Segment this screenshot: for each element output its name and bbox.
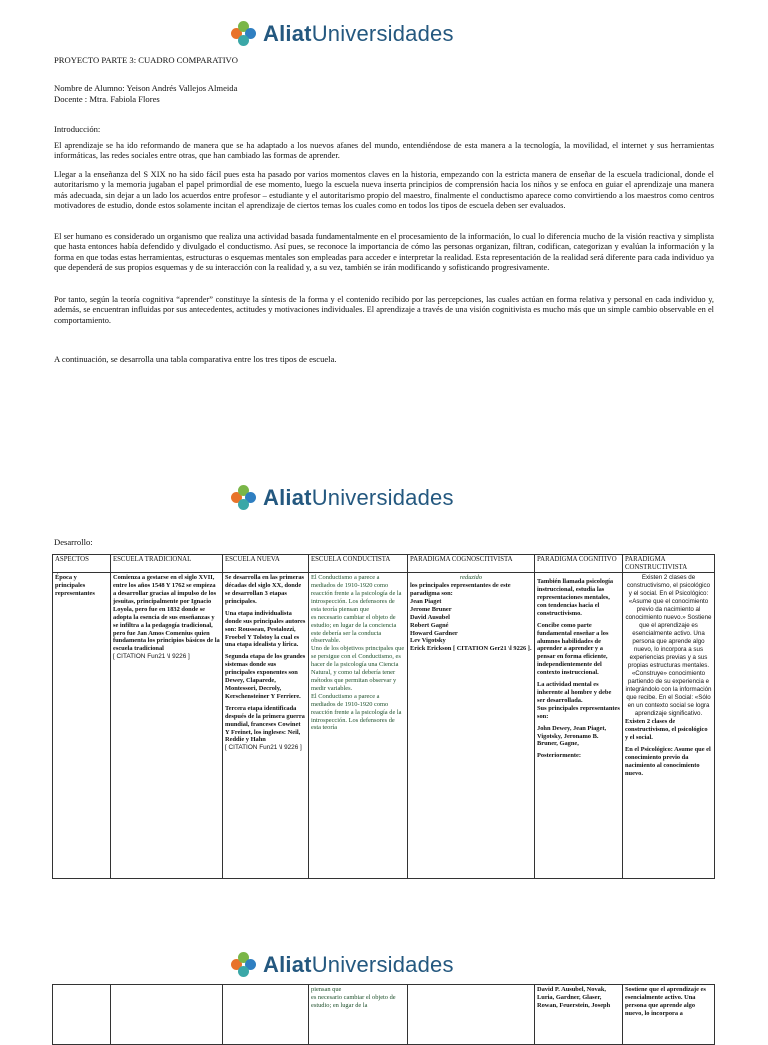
list-item: Erick Erickson [ CITATION Ger21 \l 9226 ]. — [410, 645, 532, 653]
cell-text: piensan que — [311, 986, 342, 993]
list-item: Jerome Bruner — [410, 605, 452, 613]
tradicional-cell — [111, 573, 223, 879]
cell-text: estudio; en lugar de la conciencia este debería ser la conducta observable. — [311, 621, 397, 645]
intro-paragraph-3: El ser humano es considerado un organismo que realiza una actividad basada fundamentalmente en el procesamiento de la información, lo cual lo diferencia mucho de la visión reactiva y simplista que hasta entonces había defendido y divulgado el conductismo. Así pues, se reconoce la importancia de cómo las personas organizan, filtran, codifican, categorizan y evalúan la información y la forma en que todas estas herramientas, estructuras o esquemas mentales son empleadas para acceder e interpretar la realidad. Esta representación de la realidad será diferente para cada individuo ya que dependerá de sus propios esquemas y de su interacción con la realidad y, a su vez, también se irán modificando y sofisticando progresivamente. — [54, 232, 714, 273]
brand-logo — [231, 481, 454, 515]
cell-text: es necesario cambiar el objeto de — [311, 993, 396, 1001]
aspect-text: Época y principales representantes — [55, 574, 95, 597]
cognoscitivista-cell — [408, 573, 535, 879]
logo-text-light: Universidades — [311, 21, 454, 46]
header-cell: PARADIGMA COGNITIVO — [535, 555, 623, 573]
intro-paragraph-4: Por tanto, según la teoría cognitiva “aprender” constituye la síntesis de la forma y el contenido recibido por las percepciones, las cuales actúan en forma relativa y personal en cada individuo y, además, se encuentran influidas por sus antecedentes, actitudes y motivaciones individuales. El aprendizaje a través de una visión cognitivista es mucho más que un simple cambio observable en el comportamiento. — [54, 295, 714, 325]
intro-paragraph-2: Llegar a la enseñanza del S XIX no ha sido fácil pues esta ha pasado por varios momentos claves en la historia, empezando con la estricta manera de enseñar de la escuela tradicional, donde el autoritarismo y la memoria jugaban el papel primordial de ese momento, luego la escuela nueva inserta principios de comprensión hacia los niños y se enfoca en guiar el aprendizaje una manera más adecuada, sin dejar a un lado los acuerdos entre profesor – estudiante y el autoritarismo propio del maestro, finalmente el conductismo aparece como convirtiendo a los maestros como centros motivadores de estudio, donde estos solamente incitan el aprendizaje de ciertos temas los cuales como en todos los tipos de escuela deben ser evaluados. — [54, 170, 714, 211]
desarrollo-heading: Desarrollo: — [54, 537, 93, 547]
constructivista-cell — [623, 985, 715, 1045]
cell-text: Uno de los objetivos principales que se persigue con el Conductismo, es hacer de la psicología una Ciencia Natural, y como tal debería tener métodos que permitan observar y medir variables. — [311, 645, 405, 692]
cell-text: es necesario cambiar el objeto de — [311, 613, 396, 621]
cognoscitivista-cell — [408, 985, 535, 1045]
tradicional-cell — [111, 985, 223, 1045]
cell-text: Comienza a gestarse en el siglo XVII, entre los años 1548 Y 1762 se empieza a desarrollar gracias al impulso de los jesuitas, principalmente por Ignacio Loyola, pero fue en 1832 donde se adopta la esencia de sus enseñanzas y se infiltra a la pedagogía tradicional, pero fue Jan Amos Comenius quien fundamenta los principios básicos de la escuela tradicional — [113, 574, 220, 653]
cognitivo-cell — [535, 985, 623, 1045]
cell-text: John Dewey, Jean Piaget, Vigotsky, Jeronamo B. Bruner, Gagne, — [537, 724, 607, 748]
header-cell: ESCUELA NUEVA — [223, 555, 309, 573]
cell-text: Una etapa individualista donde sus principales autores son: Rousseau, Pestalozzi, Froebel Y Tolstoy la cual es una etapa idealista y lírica. — [225, 609, 306, 649]
comparison-table — [52, 554, 715, 879]
table-row — [53, 985, 715, 1045]
teacher-name: Docente : Mtra. Fabiola Flores — [54, 94, 160, 104]
brand-logo — [231, 948, 454, 982]
logo-text-light: Universidades — [311, 952, 454, 977]
cell-note: reduzido — [459, 574, 483, 582]
cell-text: Posteriormente: — [537, 752, 582, 760]
student-name: Nombre de Alumno: Yeison Andrés Vallejos Almeida — [54, 83, 238, 93]
cell-text: David P. Ausubel, Novak, Luria, Gardner, Glaser, Rowan, Feuerstein, Joseph — [537, 986, 611, 1009]
cell-text: Existen 2 clases de constructivismo, el psicológico y el social. En el Psicológico: «Asume que el conocimiento previo da nacimiento al conocimiento nuevo.» Sostiene que el aprendizaje es esencialmente activo. Una persona que aprende algo nuevo, lo incorpora a sus experiencias previas y a sus propias estructuras mentales. «Construye» conocimiento partiendo de su experiencia e integrándolo con la información que recibe. En el Social: «Sólo en un contexto social se logra aprendizaje significativo. — [625, 574, 712, 718]
logo-text-bold: Aliat — [263, 952, 312, 977]
nueva-cell — [223, 573, 309, 879]
header-cell: ESCUELA CONDUCTISTA — [309, 555, 408, 573]
list-item: Lev Vigotsky — [410, 637, 446, 645]
header-cell: PARADIGMA COGNOSCITIVISTA — [408, 555, 535, 573]
logo-text-light: Universidades — [311, 485, 454, 510]
citation-text: [ CITATION Fun21 \l 9226 ] — [225, 744, 302, 752]
list-item: Jean Piaget — [410, 597, 442, 605]
cell-text: También llamada psicología instruccional, estudia las representaciones mentales, con tendencias hacia el constructivismo. — [537, 578, 614, 617]
document-title: PROYECTO PARTE 3: CUADRO COMPARATIVO — [54, 55, 238, 65]
nueva-cell — [223, 985, 309, 1045]
flower-logo-icon — [231, 952, 257, 978]
aspect-cell — [53, 573, 111, 879]
comparison-table-continued — [52, 984, 715, 1045]
cell-text: Sostiene que el aprendizaje es esencialmente activo. Una persona que aprende algo nuevo, lo incorpora a — [625, 986, 706, 1017]
header-cell: PARADIGMA CONSTRUCTIVISTA — [623, 555, 715, 573]
intro-heading: Introducción: — [54, 124, 101, 134]
constructivista-cell — [623, 573, 715, 879]
citation-text: [ CITATION Fun21 \l 9226 ] — [113, 653, 190, 661]
brand-logo — [231, 17, 454, 51]
conductista-cell — [309, 573, 408, 879]
flower-logo-icon — [231, 485, 257, 511]
cell-text: Existen 2 clases de constructivismo, el psicológico y el social. — [625, 718, 708, 741]
table-row — [53, 573, 715, 879]
conductista-cell — [309, 985, 408, 1045]
intro-paragraph-5: A continuación, se desarrolla una tabla comparativa entre los tres tipos de escuela. — [54, 354, 337, 364]
page-3 — [0, 940, 768, 1024]
cell-text: Concibe como parte fundamental enseñar a los alumnos habilidades de aprender a aprender y a pensar en forma eficiente, independientemente del contexto instruccional. — [537, 621, 609, 677]
logo-text-bold: Aliat — [263, 21, 312, 46]
cell-text: El Conductismo a parece a mediados de 1910-1920 como reacción frente a la psicología de la introspección. Los defensores de esta teoría piensan que — [311, 574, 402, 613]
cell-text: La actividad mental es inherente al hombre y debe ser desarrollada. — [537, 681, 612, 704]
list-item: Robert Gagné — [410, 621, 449, 629]
header-cell: ASPECTOS — [53, 555, 111, 573]
list-item: David Ausubel — [410, 613, 450, 621]
cell-text: El Conductismo a parece a mediados de 1910-1920 como reacción frente a la psicología de la introspección. Los defensores de esta teoría — [311, 692, 402, 732]
cell-text: Sus principales representantes son: — [537, 704, 620, 720]
intro-paragraph-1: El aprendizaje se ha ido reformando de manera que se ha adaptado a los nuevos afanes del mundo, entendiéndose de esta manera a la tecnología, la movilidad, el internet y sus herramientas informáticas, las redes sociales entre otras, que han cambiado las formas de aprender. — [54, 141, 714, 161]
flower-logo-icon — [231, 21, 257, 47]
logo-text-bold: Aliat — [263, 485, 312, 510]
list-item: Howard Gardner — [410, 629, 458, 637]
cell-text: Tercera etapa identificada después de la primera guerra mundial, franceses Cowinet Y Freinet, los ingleses: Neil, Reddie y Hahn — [225, 704, 305, 744]
page-1 — [0, 0, 768, 460]
cell-text: los principales representantes de este paradigma son: — [410, 582, 511, 597]
page-2 — [0, 470, 768, 930]
cognitivo-cell — [535, 573, 623, 879]
cell-text: Segunda etapa de los grandes sistemas donde sus principales exponentes son Dewey, Claparede, Montessori, Decroly, Kerschensteiner Y Ferriere. — [225, 653, 306, 700]
cell-text: En el Psicológico: Asume que el conocimiento previo da nacimiento al conocimiento nuevo. — [625, 745, 711, 777]
aspect-cell — [53, 985, 111, 1045]
header-cell: ESCUELA TRADICIONAL — [111, 555, 223, 573]
cell-text: estudio; en lugar de la — [311, 1001, 368, 1009]
table-header-row — [53, 555, 715, 573]
cell-text: Se desarrolla en las primeras décadas del siglo XX, donde se desarrollan 3 etapas principales. — [225, 574, 305, 605]
